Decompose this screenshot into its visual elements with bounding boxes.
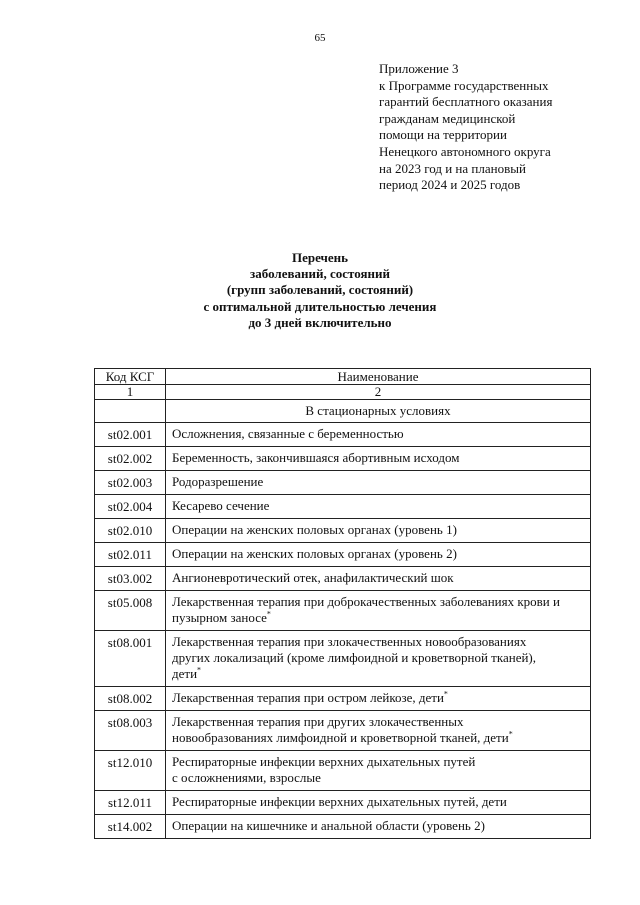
title-line: до 3 дней включительно: [248, 314, 392, 330]
ksg-name-text: Операции на женских половых органах (уровень 2): [172, 546, 457, 561]
ksg-table: [94, 368, 591, 839]
ksg-name-text: Лекарственная терапия при доброкачественных заболеваниях крови и: [172, 594, 560, 609]
ksg-name-text: с осложнениями, взрослые: [172, 770, 321, 785]
ksg-name-cell: [166, 631, 591, 687]
ksg-name-text: Осложнения, связанные с беременностью: [172, 426, 404, 441]
ksg-code-cell: st02.003: [95, 471, 166, 495]
table-header-row: [95, 369, 591, 385]
ksg-code-cell: st08.002: [95, 687, 166, 711]
ksg-name-line: [172, 754, 586, 770]
ksg-code-cell: st12.010: [95, 751, 166, 791]
document-title: [0, 250, 640, 331]
ksg-name-line: [172, 690, 586, 706]
column-header-name: Наименование: [166, 369, 591, 385]
appendix-line: Приложение 3: [379, 61, 459, 76]
table-row: [95, 591, 591, 631]
appendix-line: Ненецкого автономного округа: [379, 143, 551, 159]
ksg-code-cell: st02.001: [95, 423, 166, 447]
ksg-code-cell: st08.001: [95, 631, 166, 687]
ksg-name-line: [172, 450, 586, 466]
ksg-name-cell: [166, 751, 591, 791]
ksg-code-cell: st05.008: [95, 591, 166, 631]
table-row: [95, 471, 591, 495]
appendix-line: гарантий бесплатного оказания: [379, 94, 553, 110]
ksg-code-cell: st14.002: [95, 815, 166, 839]
ksg-code-cell: st03.002: [95, 567, 166, 591]
table-row: [95, 711, 591, 751]
appendix-line: помощи на территории: [379, 127, 507, 143]
ksg-name-cell: [166, 471, 591, 495]
ksg-name-cell: [166, 519, 591, 543]
ksg-name-cell: [166, 423, 591, 447]
ksg-name-text: Респираторные инфекции верхних дыхательных путей, дети: [172, 794, 507, 809]
table-row: [95, 791, 591, 815]
table-row: [95, 519, 591, 543]
page-number: 65: [314, 32, 326, 44]
ksg-name-line: [172, 634, 586, 650]
ksg-name-line: [172, 546, 586, 562]
ksg-name-text: Операции на женских половых органах (уровень 1): [172, 522, 457, 537]
footnote-mark: *: [266, 609, 271, 619]
ksg-name-line: [172, 650, 586, 666]
ksg-name-cell: [166, 791, 591, 815]
table-row: [95, 631, 591, 687]
ksg-name-text: Лекарственная терапия при злокачественных новообразованиях: [172, 634, 527, 649]
ksg-code-cell: st08.003: [95, 711, 166, 751]
section-title: В стационарных условиях: [166, 400, 591, 423]
ksg-name-cell: [166, 591, 591, 631]
ksg-name-text: Ангионевротический отек, анафилактический шок: [172, 570, 454, 585]
ksg-name-text: пузырном заносе: [172, 610, 267, 625]
ksg-code-cell: st02.010: [95, 519, 166, 543]
ksg-name-line: [172, 522, 586, 538]
appendix-line: к Программе государственных: [379, 77, 549, 93]
ksg-name-line: [172, 794, 586, 810]
title-line: (групп заболеваний, состояний): [226, 282, 414, 298]
ksg-name-text: Лекарственная терапия при остром лейкозе, дети: [172, 690, 444, 705]
ksg-name-cell: [166, 447, 591, 471]
ksg-name-line: [172, 570, 586, 586]
column-number-2: 2: [166, 385, 591, 400]
table-row: [95, 447, 591, 471]
ksg-code-cell: st02.004: [95, 495, 166, 519]
appendix-line: гражданам медицинской: [379, 110, 516, 126]
table-row: [95, 815, 591, 839]
ksg-name-text: Беременность, закончившаяся абортивным исходом: [172, 450, 460, 465]
column-header-code: Код КСГ: [95, 369, 166, 385]
section-row: [95, 400, 591, 423]
ksg-name-cell: [166, 567, 591, 591]
ksg-name-line: [172, 594, 586, 610]
table-row: [95, 495, 591, 519]
appendix-line: период 2024 и 2025 годов: [379, 177, 521, 193]
footnote-mark: *: [508, 729, 513, 739]
table-row: [95, 751, 591, 791]
column-number-1: 1: [95, 385, 166, 400]
ksg-name-text: Операции на кишечнике и анальной области (уровень 2): [172, 818, 485, 833]
section-code-cell: [95, 400, 166, 423]
ksg-code-cell: st02.011: [95, 543, 166, 567]
ksg-name-line: [172, 610, 586, 626]
ksg-name-cell: [166, 711, 591, 751]
table-row: [95, 687, 591, 711]
ksg-name-line: [172, 770, 586, 786]
ksg-code-cell: st02.002: [95, 447, 166, 471]
ksg-name-cell: [166, 687, 591, 711]
ksg-name-line: [172, 730, 586, 746]
ksg-name-text: Кесарево сечение: [172, 498, 270, 513]
ksg-name-text: Лекарственная терапия при других злокачественных: [172, 714, 464, 729]
ksg-name-line: [172, 474, 586, 490]
ksg-name-line: [172, 818, 586, 834]
ksg-name-line: [172, 714, 586, 730]
footnote-mark: *: [443, 689, 448, 699]
ksg-name-cell: [166, 495, 591, 519]
appendix-line: на 2023 год и на плановый: [379, 160, 526, 176]
title-line: с оптимальной длительностью лечения: [203, 298, 437, 314]
title-line: заболеваний, состояний: [250, 266, 390, 282]
footnote-mark: *: [197, 665, 202, 675]
appendix-note: [379, 61, 552, 194]
ksg-code-cell: st12.011: [95, 791, 166, 815]
ksg-name-text: Респираторные инфекции верхних дыхательных путей: [172, 754, 476, 769]
ksg-name-cell: [166, 543, 591, 567]
table-row: [95, 423, 591, 447]
ksg-name-cell: [166, 815, 591, 839]
ksg-name-text: новообразованиях лимфоидной и кроветворной тканей, дети: [172, 730, 509, 745]
ksg-name-line: [172, 498, 586, 514]
ksg-name-text: дети: [172, 666, 198, 681]
ksg-name-text: Родоразрешение: [172, 474, 264, 489]
ksg-name-line: [172, 666, 586, 682]
ksg-name-text: других локализаций (кроме лимфоидной и кроветворной тканей),: [172, 650, 536, 665]
table-row: [95, 543, 591, 567]
table-row: [95, 567, 591, 591]
title-line: Перечень: [291, 250, 349, 265]
column-numbering-row: [95, 385, 591, 400]
ksg-name-line: [172, 426, 586, 442]
